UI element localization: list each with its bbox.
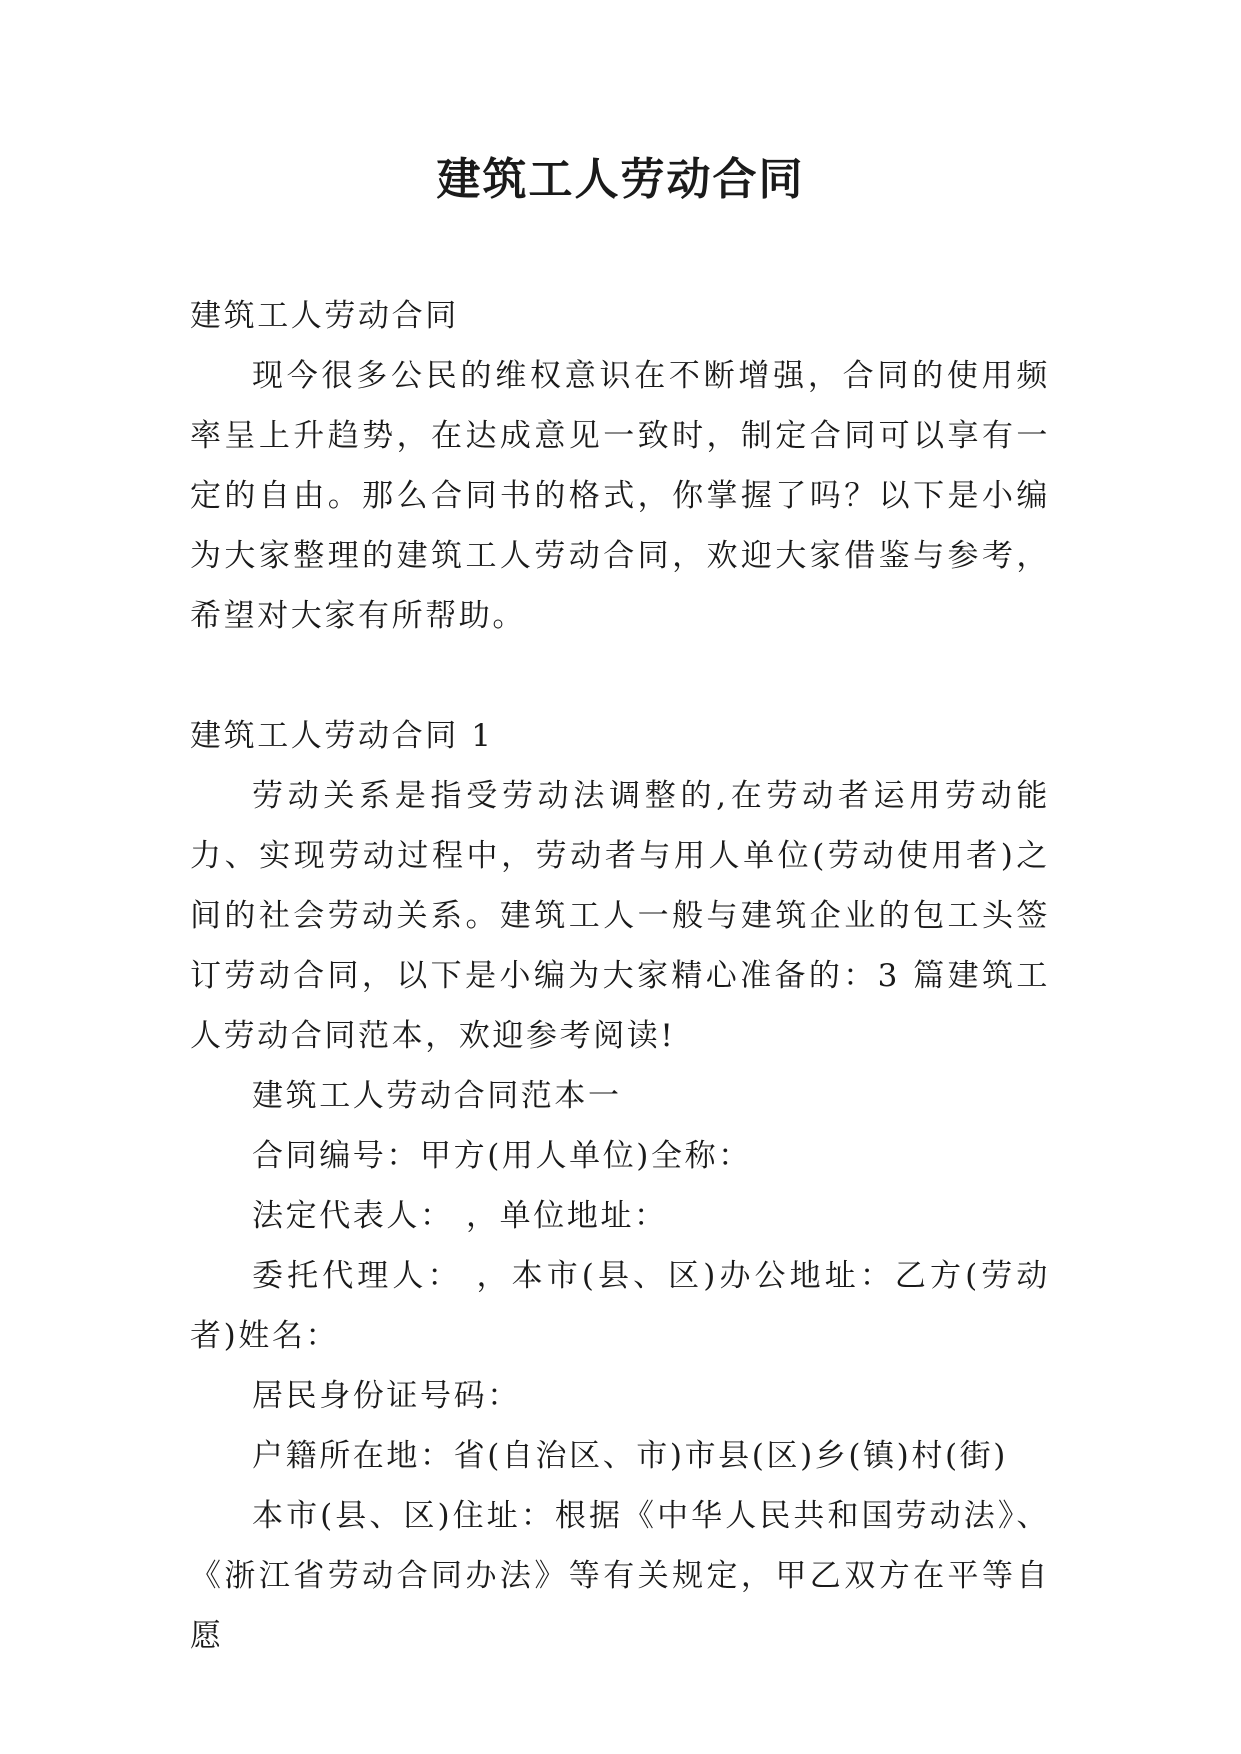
- template-heading: 建筑工人劳动合同范本一: [252, 1078, 622, 1114]
- id-number-line: 居民身份证号码：: [252, 1378, 521, 1414]
- legal-representative-line: 法定代表人： ，单位地址：: [252, 1198, 668, 1234]
- address-line: 本市(县、区)住址：根据《中华人民共和国劳动法》、《浙江省劳动合同办法》等有关规定，甲乙双方在平等自愿: [190, 1498, 1050, 1654]
- document-body: [190, 286, 1050, 1666]
- section-heading: 建筑工人劳动合同 1: [190, 718, 494, 754]
- subtitle-line: 建筑工人劳动合同: [190, 298, 459, 334]
- intro-paragraph: 现今很多公民的维权意识在不断增强，合同的使用频率呈上升趋势，在达成意见一致时，制定合同可以享有一定的自由。那么合同书的格式，你掌握了吗？以下是小编为大家整理的建筑工人劳动合同，欢迎大家借鉴与参考，希望对大家有所帮助。: [190, 358, 1050, 634]
- section-paragraph: 劳动关系是指受劳动法调整的,在劳动者运用劳动能力、实现劳动过程中，劳动者与用人单位(劳动使用者)之间的社会劳动关系。建筑工人一般与建筑企业的包工头签订劳动合同，以下是小编为大家精心准备的：3 篇建筑工人劳动合同范本，欢迎参考阅读!: [190, 778, 1050, 1054]
- contract-number-line: 合同编号：甲方(用人单位)全称：: [252, 1138, 752, 1174]
- document-title: 建筑工人劳动合同: [436, 154, 805, 205]
- agent-line: 委托代理人： ，本市(县、区)办公地址：乙方(劳动者)姓名：: [190, 1258, 1050, 1354]
- household-register-line: 户籍所在地：省(自治区、市)市县(区)乡(镇)村(街): [252, 1438, 1008, 1474]
- section-spacer: [190, 646, 1050, 706]
